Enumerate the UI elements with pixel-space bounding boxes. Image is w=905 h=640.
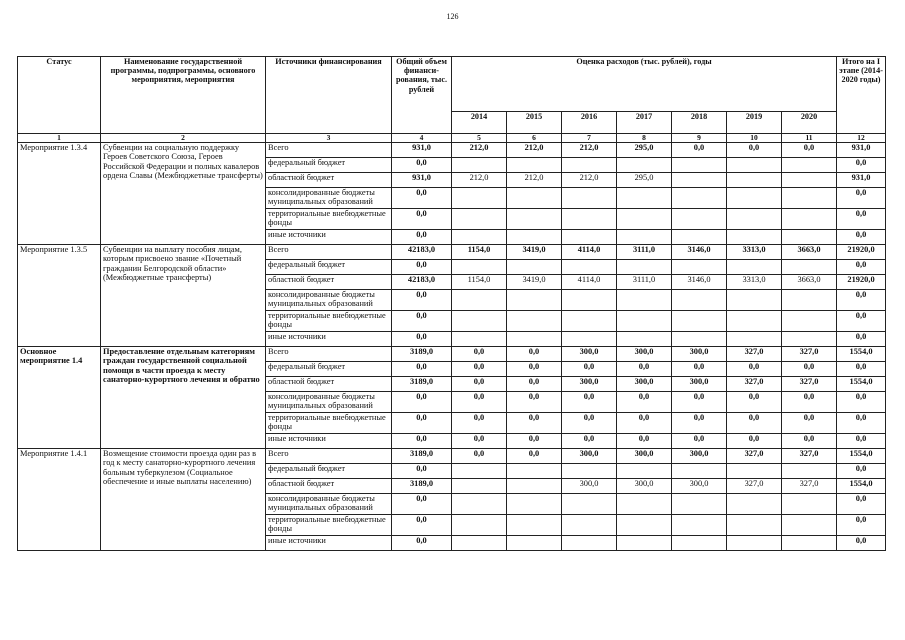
year-amount: 212,0 — [452, 173, 507, 188]
total-amount: 42183,0 — [392, 245, 452, 260]
year-amount — [617, 332, 672, 347]
year-amount: 212,0 — [507, 143, 562, 158]
year-amount — [452, 230, 507, 245]
year-amount: 0,0 — [452, 434, 507, 449]
funding-source: иные источники — [266, 332, 392, 347]
year-amount: 0,0 — [727, 392, 782, 413]
stage-total: 931,0 — [837, 173, 886, 188]
year-amount: 0,0 — [617, 362, 672, 377]
total-amount: 0,0 — [392, 158, 452, 173]
year-amount — [727, 290, 782, 311]
total-amount: 0,0 — [392, 290, 452, 311]
year-amount — [452, 464, 507, 479]
total-amount: 0,0 — [392, 230, 452, 245]
funding-source: консолидированные бюджеты муниципальных образований — [266, 494, 392, 515]
year-amount — [617, 494, 672, 515]
year-amount — [672, 536, 727, 551]
stage-total: 0,0 — [837, 290, 886, 311]
stage-total: 0,0 — [837, 311, 886, 332]
year-amount: 212,0 — [562, 143, 617, 158]
year-amount: 4114,0 — [562, 245, 617, 260]
year-amount — [672, 311, 727, 332]
year-amount: 1154,0 — [452, 245, 507, 260]
table-row — [18, 347, 886, 362]
year-amount — [617, 209, 672, 230]
column-number: 3 — [266, 134, 392, 143]
year-amount — [452, 188, 507, 209]
funding-source: территориальные внебюджетные фонды — [266, 209, 392, 230]
total-amount: 0,0 — [392, 515, 452, 536]
column-number: 8 — [617, 134, 672, 143]
year-amount: 3146,0 — [672, 275, 727, 290]
year-amount — [782, 494, 837, 515]
stage-total: 21920,0 — [837, 245, 886, 260]
year-amount: 0,0 — [672, 434, 727, 449]
stage-total: 0,0 — [837, 515, 886, 536]
table-row — [18, 245, 886, 260]
year-amount: 327,0 — [727, 347, 782, 362]
year-amount: 0,0 — [782, 413, 837, 434]
year-amount: 0,0 — [452, 362, 507, 377]
year-amount: 0,0 — [507, 392, 562, 413]
year-amount: 3146,0 — [672, 245, 727, 260]
total-amount: 3189,0 — [392, 347, 452, 362]
year-amount — [452, 494, 507, 515]
total-amount: 3189,0 — [392, 377, 452, 392]
year-amount — [727, 158, 782, 173]
year-amount — [727, 209, 782, 230]
year-amount: 300,0 — [617, 479, 672, 494]
year-amount — [617, 311, 672, 332]
total-amount: 42183,0 — [392, 275, 452, 290]
year-amount: 0,0 — [617, 392, 672, 413]
year-amount — [507, 494, 562, 515]
year-amount: 0,0 — [452, 347, 507, 362]
funding-source: Всего — [266, 245, 392, 260]
column-number: 6 — [507, 134, 562, 143]
header-year: 2018 — [672, 112, 727, 134]
year-amount: 212,0 — [562, 173, 617, 188]
year-amount: 300,0 — [672, 479, 727, 494]
year-amount — [727, 332, 782, 347]
stage-total: 0,0 — [837, 536, 886, 551]
year-amount: 3663,0 — [782, 275, 837, 290]
total-amount: 3189,0 — [392, 479, 452, 494]
year-amount — [672, 515, 727, 536]
funding-source: иные источники — [266, 536, 392, 551]
year-amount — [452, 479, 507, 494]
total-amount: 0,0 — [392, 188, 452, 209]
header-estimate: Оценка расходов (тыс. рублей), годы — [452, 57, 837, 112]
year-amount — [782, 332, 837, 347]
year-amount: 3419,0 — [507, 245, 562, 260]
year-amount: 300,0 — [562, 377, 617, 392]
total-amount: 0,0 — [392, 311, 452, 332]
year-amount — [507, 230, 562, 245]
year-amount: 300,0 — [617, 449, 672, 464]
stage-total: 1554,0 — [837, 479, 886, 494]
year-amount: 0,0 — [672, 392, 727, 413]
year-amount — [782, 536, 837, 551]
year-amount: 0,0 — [452, 449, 507, 464]
total-amount: 3189,0 — [392, 449, 452, 464]
year-amount — [727, 230, 782, 245]
year-amount: 3663,0 — [782, 245, 837, 260]
year-amount: 0,0 — [562, 362, 617, 377]
column-number: 11 — [782, 134, 837, 143]
stage-total: 0,0 — [837, 332, 886, 347]
header-name: Наименование государственной программы, подпрограммы, основного мероприятия, мероприятия — [101, 57, 266, 134]
total-amount: 931,0 — [392, 143, 452, 158]
table-row — [18, 143, 886, 158]
funding-source: консолидированные бюджеты муниципальных образований — [266, 392, 392, 413]
year-amount: 0,0 — [727, 413, 782, 434]
year-amount — [727, 536, 782, 551]
year-amount: 212,0 — [452, 143, 507, 158]
year-amount: 3313,0 — [727, 275, 782, 290]
year-amount: 3111,0 — [617, 245, 672, 260]
activity-name: Субвенции на социальную поддержку Героев Советского Союза, Героев Российской Федерации и полных кавалеров ордена Славы (Межбюджетные трансферты) — [101, 143, 266, 245]
year-amount: 327,0 — [727, 479, 782, 494]
year-amount: 0,0 — [452, 392, 507, 413]
funding-source: территориальные внебюджетные фонды — [266, 413, 392, 434]
year-amount — [617, 464, 672, 479]
year-amount — [782, 464, 837, 479]
year-amount — [782, 260, 837, 275]
activity-name: Субвенции на выплату пособия лицам, которым присвоено звание «Почетный гражданин Белгородской области» (Межбюджетные трансферты) — [101, 245, 266, 347]
stage-total: 931,0 — [837, 143, 886, 158]
stage-total: 0,0 — [837, 413, 886, 434]
year-amount: 327,0 — [782, 449, 837, 464]
year-amount — [452, 209, 507, 230]
year-amount: 295,0 — [617, 173, 672, 188]
stage-total: 0,0 — [837, 494, 886, 515]
year-amount — [617, 536, 672, 551]
year-amount — [452, 290, 507, 311]
year-amount: 0,0 — [782, 392, 837, 413]
year-amount — [562, 311, 617, 332]
year-amount: 1154,0 — [452, 275, 507, 290]
year-amount — [727, 464, 782, 479]
year-amount: 0,0 — [452, 377, 507, 392]
year-amount — [617, 158, 672, 173]
stage-total: 0,0 — [837, 209, 886, 230]
total-amount: 0,0 — [392, 209, 452, 230]
year-amount: 300,0 — [562, 449, 617, 464]
year-amount: 0,0 — [672, 413, 727, 434]
activity-name: Возмещение стоимости проезда один раз в год к месту санаторно-курортного лечения больным туберкулезом (Социальное обеспечение и иные выплаты населению) — [101, 449, 266, 551]
column-number: 9 — [672, 134, 727, 143]
year-amount — [452, 332, 507, 347]
year-amount — [727, 311, 782, 332]
year-amount — [507, 311, 562, 332]
year-amount: 212,0 — [507, 173, 562, 188]
financing-table — [17, 56, 886, 551]
year-amount — [507, 290, 562, 311]
year-amount — [452, 515, 507, 536]
column-number: 7 — [562, 134, 617, 143]
funding-source: областной бюджет — [266, 377, 392, 392]
funding-source: Всего — [266, 143, 392, 158]
year-amount — [782, 230, 837, 245]
header-year: 2019 — [727, 112, 782, 134]
year-amount — [617, 188, 672, 209]
activity-status: Мероприятие 1.3.5 — [18, 245, 101, 347]
page-number: 126 — [446, 12, 459, 21]
total-amount: 931,0 — [392, 173, 452, 188]
funding-source: консолидированные бюджеты муниципальных образований — [266, 188, 392, 209]
year-amount — [727, 494, 782, 515]
year-amount — [507, 515, 562, 536]
column-number: 2 — [101, 134, 266, 143]
year-amount: 0,0 — [782, 143, 837, 158]
year-amount: 3313,0 — [727, 245, 782, 260]
funding-source: консолидированные бюджеты муниципальных образований — [266, 290, 392, 311]
year-amount — [672, 158, 727, 173]
stage-total: 1554,0 — [837, 449, 886, 464]
stage-total: 1554,0 — [837, 377, 886, 392]
funding-source: иные источники — [266, 434, 392, 449]
activity-status: Основное мероприятие 1.4 — [18, 347, 101, 449]
year-amount: 300,0 — [672, 347, 727, 362]
year-amount — [507, 209, 562, 230]
stage-total: 0,0 — [837, 392, 886, 413]
year-amount — [672, 332, 727, 347]
year-amount: 300,0 — [672, 449, 727, 464]
year-amount — [452, 536, 507, 551]
year-amount — [672, 209, 727, 230]
year-amount — [562, 209, 617, 230]
year-amount: 0,0 — [617, 413, 672, 434]
year-amount: 327,0 — [782, 377, 837, 392]
year-amount — [507, 332, 562, 347]
year-amount: 0,0 — [562, 392, 617, 413]
stage-total: 0,0 — [837, 362, 886, 377]
header-stage-total: Итого на I этапе (2014-2020 годы) — [837, 57, 886, 134]
total-amount: 0,0 — [392, 392, 452, 413]
stage-total: 0,0 — [837, 158, 886, 173]
year-amount: 3419,0 — [507, 275, 562, 290]
header-year: 2017 — [617, 112, 672, 134]
year-amount — [727, 260, 782, 275]
year-amount: 327,0 — [727, 449, 782, 464]
header-sources: Источники финансирования — [266, 57, 392, 134]
stage-total: 0,0 — [837, 434, 886, 449]
year-amount: 300,0 — [672, 377, 727, 392]
stage-total: 0,0 — [837, 188, 886, 209]
total-amount: 0,0 — [392, 362, 452, 377]
funding-source: федеральный бюджет — [266, 260, 392, 275]
year-amount — [617, 290, 672, 311]
year-amount: 0,0 — [672, 143, 727, 158]
year-amount: 0,0 — [617, 434, 672, 449]
header-status: Статус — [18, 57, 101, 134]
total-amount: 0,0 — [392, 260, 452, 275]
year-amount — [727, 515, 782, 536]
year-amount: 0,0 — [452, 413, 507, 434]
year-amount: 0,0 — [507, 362, 562, 377]
year-amount: 4114,0 — [562, 275, 617, 290]
year-amount: 327,0 — [782, 347, 837, 362]
year-amount — [562, 188, 617, 209]
activity-status: Мероприятие 1.3.4 — [18, 143, 101, 245]
year-amount — [452, 260, 507, 275]
year-amount — [562, 158, 617, 173]
year-amount — [507, 260, 562, 275]
year-amount — [507, 464, 562, 479]
total-amount: 0,0 — [392, 434, 452, 449]
year-amount: 0,0 — [507, 449, 562, 464]
year-amount: 0,0 — [507, 377, 562, 392]
year-amount — [727, 173, 782, 188]
header-year: 2016 — [562, 112, 617, 134]
header-year: 2014 — [452, 112, 507, 134]
year-amount — [782, 158, 837, 173]
funding-source: федеральный бюджет — [266, 464, 392, 479]
year-amount: 300,0 — [617, 347, 672, 362]
total-amount: 0,0 — [392, 413, 452, 434]
year-amount: 0,0 — [507, 434, 562, 449]
year-amount — [782, 188, 837, 209]
stage-total: 21920,0 — [837, 275, 886, 290]
year-amount: 0,0 — [507, 347, 562, 362]
year-amount — [507, 158, 562, 173]
year-amount: 0,0 — [727, 434, 782, 449]
total-amount: 0,0 — [392, 464, 452, 479]
year-amount — [782, 290, 837, 311]
year-amount: 0,0 — [727, 362, 782, 377]
stage-total: 0,0 — [837, 464, 886, 479]
year-amount: 3111,0 — [617, 275, 672, 290]
year-amount — [507, 188, 562, 209]
total-amount: 0,0 — [392, 536, 452, 551]
year-amount — [782, 209, 837, 230]
funding-source: областной бюджет — [266, 479, 392, 494]
column-number: 10 — [727, 134, 782, 143]
year-amount — [507, 479, 562, 494]
year-amount — [562, 230, 617, 245]
funding-source: областной бюджет — [266, 275, 392, 290]
total-amount: 0,0 — [392, 494, 452, 515]
year-amount — [452, 158, 507, 173]
funding-source: областной бюджет — [266, 173, 392, 188]
year-amount — [672, 188, 727, 209]
year-amount — [672, 173, 727, 188]
year-amount: 0,0 — [672, 362, 727, 377]
year-amount — [672, 260, 727, 275]
total-amount: 0,0 — [392, 332, 452, 347]
funding-source: федеральный бюджет — [266, 158, 392, 173]
year-amount — [617, 230, 672, 245]
header-total: Общий объем финанси-рования, тыс. рублей — [392, 57, 452, 134]
year-amount: 300,0 — [617, 377, 672, 392]
year-amount — [727, 188, 782, 209]
funding-source: территориальные внебюджетные фонды — [266, 311, 392, 332]
year-amount: 0,0 — [782, 362, 837, 377]
funding-source: федеральный бюджет — [266, 362, 392, 377]
stage-total: 1554,0 — [837, 347, 886, 362]
activity-name: Предоставление отдельным категориям граждан государственной социальной помощи в части проезда к месту санаторно-курортного лечения и обратно — [101, 347, 266, 449]
year-amount — [782, 311, 837, 332]
funding-source: иные источники — [266, 230, 392, 245]
year-amount: 327,0 — [782, 479, 837, 494]
year-amount — [562, 332, 617, 347]
year-amount: 0,0 — [562, 413, 617, 434]
column-number: 5 — [452, 134, 507, 143]
year-amount: 300,0 — [562, 479, 617, 494]
year-amount — [617, 515, 672, 536]
year-amount — [452, 311, 507, 332]
year-amount — [782, 515, 837, 536]
year-amount — [672, 290, 727, 311]
year-amount: 327,0 — [727, 377, 782, 392]
stage-total: 0,0 — [837, 260, 886, 275]
stage-total: 0,0 — [837, 230, 886, 245]
year-amount — [562, 290, 617, 311]
year-amount: 300,0 — [562, 347, 617, 362]
activity-status: Мероприятие 1.4.1 — [18, 449, 101, 551]
year-amount: 0,0 — [727, 143, 782, 158]
year-amount — [507, 536, 562, 551]
year-amount — [672, 230, 727, 245]
year-amount — [617, 260, 672, 275]
column-number: 1 — [18, 134, 101, 143]
header-year: 2015 — [507, 112, 562, 134]
funding-source: территориальные внебюджетные фонды — [266, 515, 392, 536]
year-amount — [562, 464, 617, 479]
table-row — [18, 449, 886, 464]
year-amount — [562, 536, 617, 551]
year-amount — [562, 260, 617, 275]
funding-source: Всего — [266, 347, 392, 362]
column-number: 12 — [837, 134, 886, 143]
year-amount: 0,0 — [562, 434, 617, 449]
year-amount — [562, 515, 617, 536]
year-amount: 0,0 — [507, 413, 562, 434]
column-number: 4 — [392, 134, 452, 143]
year-amount — [672, 494, 727, 515]
funding-source: Всего — [266, 449, 392, 464]
year-amount — [562, 494, 617, 515]
year-amount: 0,0 — [782, 434, 837, 449]
year-amount — [782, 173, 837, 188]
year-amount — [672, 464, 727, 479]
year-amount: 295,0 — [617, 143, 672, 158]
header-year: 2020 — [782, 112, 837, 134]
